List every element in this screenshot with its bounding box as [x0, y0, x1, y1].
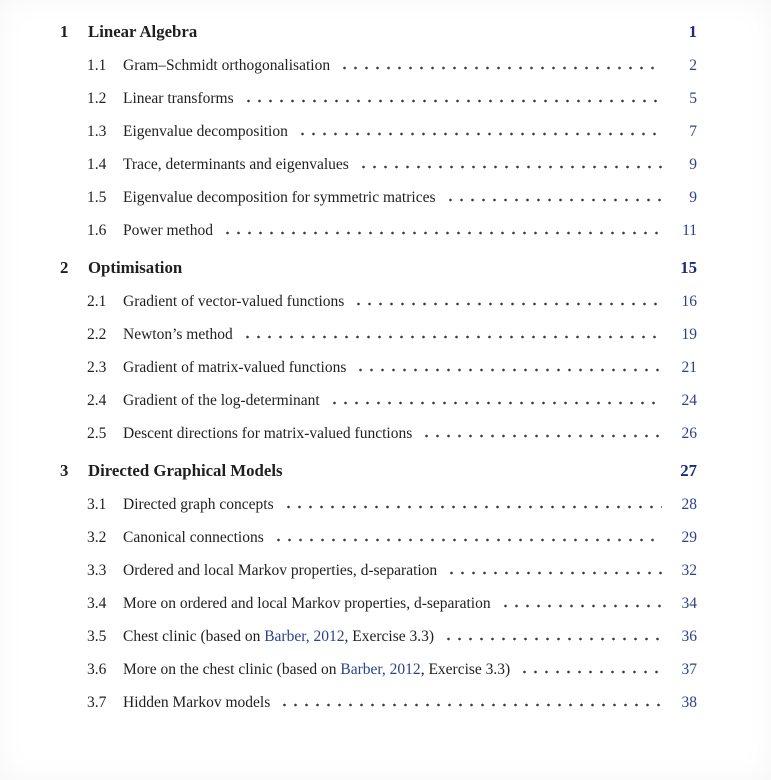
- dot-leader-icon: [441, 637, 662, 641]
- section-title: [123, 391, 320, 410]
- toc-section-row[interactable]: [60, 325, 697, 344]
- citation-link[interactable]: Barber, 2012: [264, 628, 345, 645]
- citation-link[interactable]: Barber, 2012: [340, 661, 421, 678]
- toc-section-row[interactable]: [60, 495, 697, 514]
- section-title-text: , Exercise 3.3): [420, 661, 511, 678]
- dot-leader-icon: [444, 571, 662, 575]
- section-title-text: More on ordered and local Markov properties, d-separation: [123, 595, 491, 612]
- section-page-number[interactable]: 2: [689, 57, 697, 74]
- toc-section-row[interactable]: [60, 391, 697, 410]
- section-title: [123, 221, 213, 240]
- toc-section-row[interactable]: [60, 89, 697, 108]
- section-title-text: Ordered and local Markov properties, d-separation: [123, 562, 438, 579]
- dot-leader-icon: [337, 66, 662, 70]
- section-title-text: , Exercise 3.3): [344, 628, 435, 645]
- section-page-number[interactable]: 11: [682, 222, 697, 239]
- dot-leader-icon: [281, 505, 662, 509]
- dot-leader-icon: [351, 302, 662, 306]
- section-title: [123, 56, 330, 75]
- toc: [60, 21, 697, 712]
- section-title: [123, 561, 437, 580]
- section-title: [123, 424, 412, 443]
- dot-leader-icon: [271, 538, 662, 542]
- toc-section-row[interactable]: [60, 594, 697, 613]
- dot-leader-icon: [277, 703, 662, 707]
- dot-leader-icon: [353, 368, 662, 372]
- chapter-title: Linear Algebra: [88, 22, 198, 41]
- section-page-number[interactable]: 32: [681, 562, 697, 579]
- section-page-number[interactable]: 9: [689, 156, 697, 173]
- section-number: 3.6: [87, 661, 107, 678]
- section-title-text: Newton’s method: [123, 326, 233, 343]
- toc-section-row[interactable]: [60, 155, 697, 174]
- section-title-text: Trace, determinants and eigenvalues: [123, 156, 349, 173]
- chapter-page-number[interactable]: 1: [688, 22, 697, 41]
- toc-chapter-row[interactable]: [60, 21, 697, 42]
- dot-leader-icon: [220, 231, 662, 235]
- dot-leader-icon: [517, 670, 662, 674]
- section-title-text: Gradient of vector-valued functions: [123, 293, 345, 310]
- section-page-number[interactable]: 37: [681, 661, 697, 678]
- section-title-text: Directed graph concepts: [123, 496, 274, 513]
- toc-chapter-row[interactable]: [60, 460, 697, 481]
- toc-section-row[interactable]: [60, 292, 697, 311]
- chapter-page-number[interactable]: 27: [680, 461, 697, 480]
- dot-leader-icon: [240, 335, 662, 339]
- chapter-number: 1: [60, 22, 69, 41]
- section-title-text: Gradient of the log-determinant: [123, 392, 320, 409]
- section-title-text: Hidden Markov models: [123, 694, 271, 711]
- section-title: [123, 495, 274, 514]
- toc-section-row[interactable]: [60, 424, 697, 443]
- section-title: [123, 155, 349, 174]
- dot-leader-icon: [327, 401, 662, 405]
- toc-section-row[interactable]: [60, 528, 697, 547]
- toc-section-row[interactable]: [60, 660, 697, 679]
- section-number: 3.4: [87, 595, 107, 612]
- toc-section-row[interactable]: [60, 56, 697, 75]
- section-title-text: More on the chest clinic (based on: [123, 661, 341, 678]
- section-title-text: Descent directions for matrix-valued functions: [123, 425, 413, 442]
- chapter-page-number[interactable]: 15: [680, 258, 697, 277]
- section-page-number[interactable]: 24: [681, 392, 697, 409]
- section-number: 2.4: [87, 392, 107, 409]
- dot-leader-icon: [356, 165, 662, 169]
- section-number: 2.1: [87, 293, 107, 310]
- section-number: 1.6: [87, 222, 107, 239]
- toc-section-row[interactable]: [60, 627, 697, 646]
- section-number: 1.3: [87, 123, 107, 140]
- section-title-text: Linear transforms: [123, 90, 234, 107]
- section-title-text: Gradient of matrix-valued functions: [123, 359, 347, 376]
- section-title: [123, 627, 434, 646]
- section-page-number[interactable]: 16: [681, 293, 697, 310]
- section-title: [123, 528, 264, 547]
- dot-leader-icon: [498, 604, 662, 608]
- dot-leader-icon: [443, 198, 663, 202]
- chapter-number: 2: [60, 258, 69, 277]
- dot-leader-icon: [241, 99, 662, 103]
- section-number: 2.5: [87, 425, 107, 442]
- chapter-title: Directed Graphical Models: [88, 461, 283, 480]
- dot-leader-icon: [419, 434, 662, 438]
- section-page-number[interactable]: 28: [681, 496, 697, 513]
- section-number: 3.2: [87, 529, 107, 546]
- section-title: [123, 122, 288, 141]
- section-number: 3.7: [87, 694, 107, 711]
- section-number: 2.3: [87, 359, 107, 376]
- toc-section-row[interactable]: [60, 221, 697, 240]
- section-page-number[interactable]: 7: [689, 123, 697, 140]
- toc-section-row[interactable]: [60, 358, 697, 377]
- section-title: [123, 188, 436, 207]
- section-number: 1.2: [87, 90, 107, 107]
- section-title-text: Canonical connections: [123, 529, 264, 546]
- section-title-text: Power method: [123, 222, 213, 239]
- section-title: [123, 325, 233, 344]
- section-title: [123, 693, 270, 712]
- chapter-title: Optimisation: [88, 258, 183, 277]
- section-title-text: Eigenvalue decomposition: [123, 123, 288, 140]
- section-page-number[interactable]: 38: [681, 694, 697, 711]
- toc-section-row[interactable]: [60, 122, 697, 141]
- toc-chapter-row[interactable]: [60, 257, 697, 278]
- section-page-number[interactable]: 29: [681, 529, 697, 546]
- section-title: [123, 594, 491, 613]
- section-number: 3.3: [87, 562, 107, 579]
- section-page-number[interactable]: 34: [681, 595, 697, 612]
- section-number: 1.4: [87, 156, 107, 173]
- section-number: 1.1: [87, 57, 107, 74]
- section-page-number[interactable]: 9: [689, 189, 697, 206]
- section-number: 2.2: [87, 326, 107, 343]
- chapter-number: 3: [60, 461, 69, 480]
- section-title: [123, 660, 510, 679]
- toc-section-row[interactable]: [60, 188, 697, 207]
- section-page-number[interactable]: 5: [689, 90, 697, 107]
- section-number: 1.5: [87, 189, 107, 206]
- section-title-text: Eigenvalue decomposition for symmetric matrices: [123, 189, 436, 206]
- section-title: [123, 358, 346, 377]
- section-title-text: Chest clinic (based on: [123, 628, 265, 645]
- section-title: [123, 292, 344, 311]
- section-page-number[interactable]: 26: [681, 425, 697, 442]
- section-title-text: Gram–Schmidt orthogonalisation: [123, 57, 331, 74]
- dot-leader-icon: [295, 132, 662, 136]
- toc-section-row[interactable]: [60, 693, 697, 712]
- section-number: 3.1: [87, 496, 107, 513]
- section-number: 3.5: [87, 628, 107, 645]
- section-page-number[interactable]: 21: [681, 359, 697, 376]
- section-page-number[interactable]: 19: [681, 326, 697, 343]
- section-page-number[interactable]: 36: [681, 628, 697, 645]
- section-title: [123, 89, 234, 108]
- toc-section-row[interactable]: [60, 561, 697, 580]
